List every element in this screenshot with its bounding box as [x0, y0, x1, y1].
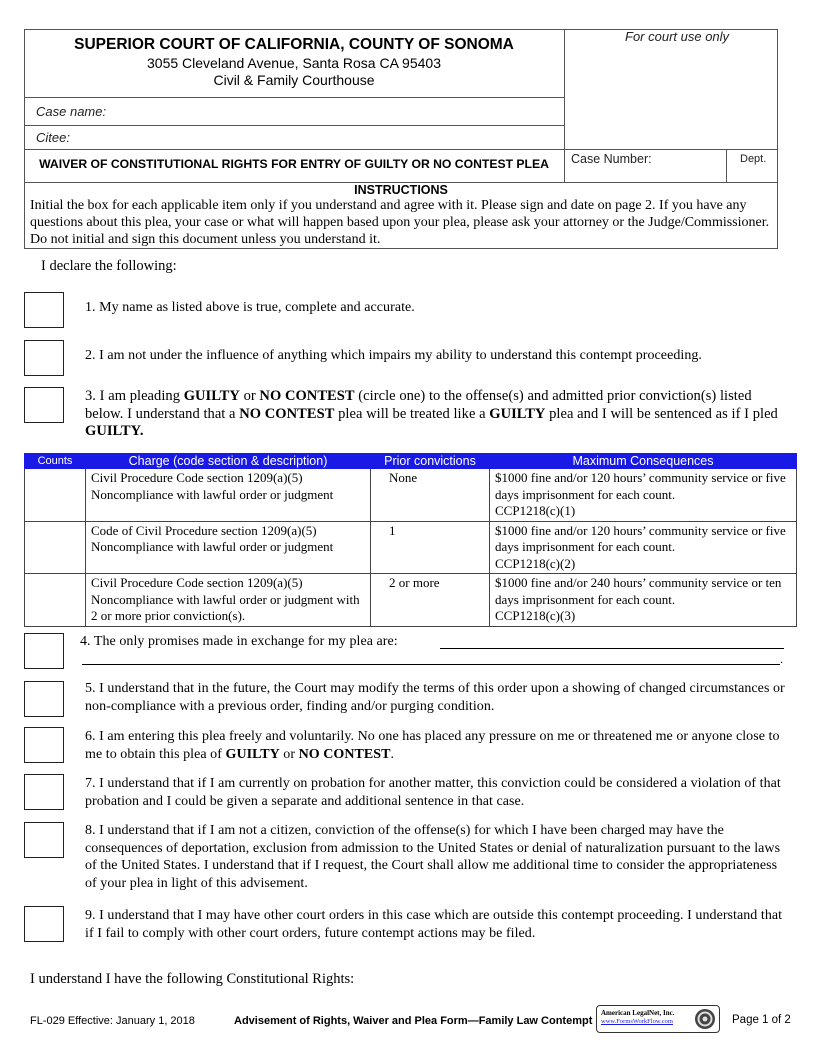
initial-box-5[interactable]	[24, 681, 64, 717]
max-cell: $1000 fine and/or 240 hours’ community service or ten days imprisonment for each count. CCP1218(c)(3)	[490, 574, 797, 627]
table-header-row	[25, 454, 797, 469]
initial-box-9[interactable]	[24, 906, 64, 942]
charges-table	[24, 453, 797, 627]
item-4-text: 4. The only promises made in exchange for my plea are:	[80, 634, 398, 649]
courthouse-name: Civil & Family Courthouse	[213, 72, 375, 88]
item-8-text: 8. I understand that if I am not a citizen, conviction of the offense(s) for which I have been charged may have the consequences of deportation, exclusion from admission to the United States or denial of naturalization pursuant to the laws of the United States. I understand that if I request, the Court shall allow me additional time to consider the appropriateness of your plea in light of this advisement.	[85, 823, 781, 891]
prior-cell: 1	[371, 521, 490, 574]
court-address: 3055 Cleveland Avenue, Santa Rosa CA 95403	[147, 55, 441, 71]
col-header-counts: Counts	[25, 454, 86, 469]
form-name: Advisement of Rights, Waiver and Plea Form—Family Law Contempt	[234, 1015, 593, 1027]
col-header-max: Maximum Consequences	[490, 454, 797, 469]
item-7-text: 7. I understand that if I am currently on probation for another matter, this conviction could be considered a violation of that probation and I could be given a separate and additional sentence in that case.	[85, 776, 781, 809]
promises-line-1[interactable]	[440, 648, 784, 649]
court-name: SUPERIOR COURT OF CALIFORNIA, COUNTY OF SONOMA	[74, 36, 514, 53]
counts-cell[interactable]	[25, 469, 86, 522]
max-cell: $1000 fine and/or 120 hours’ community service or five days imprisonment for each count. CCP1218(c)(2)	[490, 521, 797, 574]
case-number-field[interactable]: Case Number:	[571, 152, 652, 166]
item-1-text: 1. My name as listed above is true, complete and accurate.	[85, 300, 415, 315]
instructions-text: Initial the box for each applicable item only if you understand and agree with it. Please sign and date on page 2. If you have any questions about this plea, your case or what will happen based upon your plea, please ask your attorney or the Judge/Commissioner. Do not initial and sign this document unless you understand it.	[30, 198, 770, 247]
page-number: Page 1 of 2	[732, 1014, 791, 1026]
court-use-label: For court use only	[625, 29, 730, 44]
divider	[24, 97, 564, 98]
item-2-text: 2. I am not under the influence of anything which impairs my ability to understand this contempt proceeding.	[85, 348, 702, 363]
prior-cell: None	[371, 469, 490, 522]
item-9-text: 9. I understand that I may have other court orders in this case which are outside this contempt proceeding. I understand that if I fail to comply with other court orders, future contempt actions may be filed.	[85, 908, 783, 941]
initial-box-1[interactable]	[24, 292, 64, 328]
instructions-heading: INSTRUCTIONS	[354, 183, 448, 197]
initial-box-8[interactable]	[24, 822, 64, 858]
item-5-text: 5. I understand that in the future, the Court may modify the terms of this order upon a showing of changed circumstances or non-compliance with a previous order, finding and/or purging condition.	[85, 681, 785, 714]
case-name-field[interactable]: Case name:	[36, 104, 107, 119]
initial-box-7[interactable]	[24, 774, 64, 810]
counts-cell[interactable]	[25, 521, 86, 574]
citee-field[interactable]: Citee:	[36, 130, 70, 145]
table-row	[25, 574, 797, 627]
declare-heading: I declare the following:	[41, 258, 177, 274]
col-header-prior: Prior convictions	[371, 454, 490, 469]
dept-field[interactable]: Dept.	[740, 153, 767, 165]
form-id: FL-029 Effective: January 1, 2018	[30, 1015, 195, 1027]
table-row	[25, 469, 797, 522]
item-6-text: 6. I am entering this plea freely and voluntarily. No one has placed any pressure on me or threatened me or anyone close to me to obtain this plea of GUILTY or NO CONTEST.	[85, 729, 780, 762]
divider	[726, 149, 727, 183]
col-header-charge: Charge (code section & description)	[86, 454, 371, 469]
max-cell: $1000 fine and/or 120 hours’ community service or five days imprisonment for each count. CCP1218(c)(1)	[490, 469, 797, 522]
initial-box-2[interactable]	[24, 340, 64, 376]
logo-url[interactable]: www.FormsWorkFlow.com	[601, 1018, 673, 1025]
charge-cell: Civil Procedure Code section 1209(a)(5) Noncompliance with lawful order or judgment	[86, 469, 371, 522]
item-3-text: 3. I am pleading GUILTY or NO CONTEST (circle one) to the offense(s) and admitted prior conviction(s) listed below. I understand that a NO CONTEST plea will be treated like a GUILTY plea and I will be sentenced as if I pled GUILTY.	[85, 388, 778, 439]
table-row	[25, 521, 797, 574]
globe-icon	[694, 1008, 716, 1030]
divider	[564, 29, 565, 183]
counts-cell[interactable]	[25, 574, 86, 627]
period-mark: .	[780, 652, 783, 666]
rights-heading: I understand I have the following Constitutional Rights:	[30, 971, 355, 987]
prior-cell: 2 or more	[371, 574, 490, 627]
initial-box-3[interactable]	[24, 387, 64, 423]
form-title: WAIVER OF CONSTITUTIONAL RIGHTS FOR ENTRY OF GUILTY OR NO CONTEST PLEA	[39, 157, 549, 171]
charge-cell: Civil Procedure Code section 1209(a)(5) Noncompliance with lawful order or judgment with 2 or more prior conviction(s).	[86, 574, 371, 627]
charge-cell: Code of Civil Procedure section 1209(a)(5) Noncompliance with lawful order or judgment	[86, 521, 371, 574]
divider	[24, 149, 778, 150]
logo-name: American LegalNet, Inc.	[601, 1009, 675, 1017]
promises-line-2[interactable]	[82, 664, 780, 665]
initial-box-6[interactable]	[24, 727, 64, 763]
legalnet-logo[interactable]	[596, 1005, 720, 1033]
divider	[24, 125, 564, 126]
initial-box-4[interactable]	[24, 633, 64, 669]
